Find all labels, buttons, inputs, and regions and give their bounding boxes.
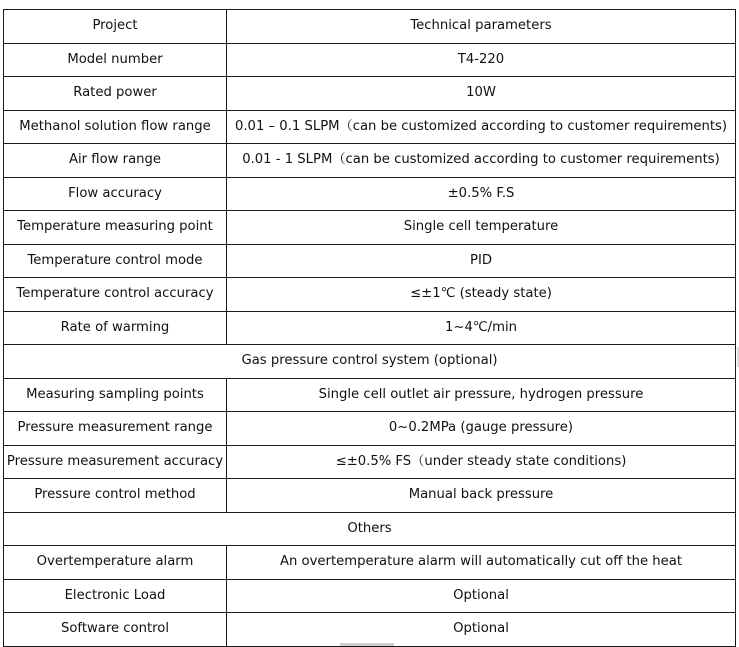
row-value: Single cell temperature bbox=[227, 211, 736, 245]
table-row bbox=[4, 479, 736, 513]
row-value: T4-220 bbox=[227, 43, 736, 77]
row-value: 10W bbox=[227, 77, 736, 111]
header-technical-parameters: Technical parameters bbox=[227, 10, 736, 44]
table-row bbox=[4, 144, 736, 178]
row-label: Air flow range bbox=[4, 144, 227, 178]
row-value: ≤±1℃ (steady state) bbox=[227, 278, 736, 312]
table-row bbox=[4, 110, 736, 144]
row-label: Temperature measuring point bbox=[4, 211, 227, 245]
row-label: Temperature control mode bbox=[4, 244, 227, 278]
row-label: Rated power bbox=[4, 77, 227, 111]
row-label: Model number bbox=[4, 43, 227, 77]
row-label: Rate of warming bbox=[4, 311, 227, 345]
table-row bbox=[4, 177, 736, 211]
row-value: Optional bbox=[227, 579, 736, 613]
row-value: ±0.5% F.S bbox=[227, 177, 736, 211]
section-title-others: Others bbox=[4, 512, 736, 546]
row-label: Pressure measurement range bbox=[4, 412, 227, 446]
table-row bbox=[4, 77, 736, 111]
table-row bbox=[4, 211, 736, 245]
row-label: Pressure measurement accuracy bbox=[4, 445, 227, 479]
table-row bbox=[4, 378, 736, 412]
row-label: Pressure control method bbox=[4, 479, 227, 513]
row-value: 1~4℃/min bbox=[227, 311, 736, 345]
row-value: Manual back pressure bbox=[227, 479, 736, 513]
section-row-others bbox=[4, 512, 736, 546]
row-value: 0.01 - 1 SLPM（can be customized according to customer requirements) bbox=[227, 144, 736, 178]
table-row bbox=[4, 412, 736, 446]
table-row bbox=[4, 613, 736, 647]
table-header-row bbox=[4, 10, 736, 44]
row-label: Electronic Load bbox=[4, 579, 227, 613]
row-label: Flow accuracy bbox=[4, 177, 227, 211]
row-label: Temperature control accuracy bbox=[4, 278, 227, 312]
row-label: Measuring sampling points bbox=[4, 378, 227, 412]
row-label: Methanol solution flow range bbox=[4, 110, 227, 144]
row-label: Software control bbox=[4, 613, 227, 647]
row-value: PID bbox=[227, 244, 736, 278]
table-row bbox=[4, 579, 736, 613]
table-row bbox=[4, 43, 736, 77]
row-value: 0.01 – 0.1 SLPM（can be customized according to customer requirements) bbox=[227, 110, 736, 144]
table-row bbox=[4, 278, 736, 312]
table-row bbox=[4, 546, 736, 580]
row-value: Optional bbox=[227, 613, 736, 647]
header-project: Project bbox=[4, 10, 227, 44]
section-row-gas-pressure bbox=[4, 345, 736, 379]
table-row bbox=[4, 311, 736, 345]
section-title-gas-pressure: Gas pressure control system (optional) bbox=[4, 345, 736, 379]
table-row bbox=[4, 244, 736, 278]
row-value: ≤±0.5% FS（under steady state conditions) bbox=[227, 445, 736, 479]
row-label: Overtemperature alarm bbox=[4, 546, 227, 580]
row-value: An overtemperature alarm will automatically cut off the heat bbox=[227, 546, 736, 580]
row-value: 0~0.2MPa (gauge pressure) bbox=[227, 412, 736, 446]
technical-parameters-table bbox=[3, 9, 736, 647]
row-value: Single cell outlet air pressure, hydrogen pressure bbox=[227, 378, 736, 412]
table-row bbox=[4, 445, 736, 479]
